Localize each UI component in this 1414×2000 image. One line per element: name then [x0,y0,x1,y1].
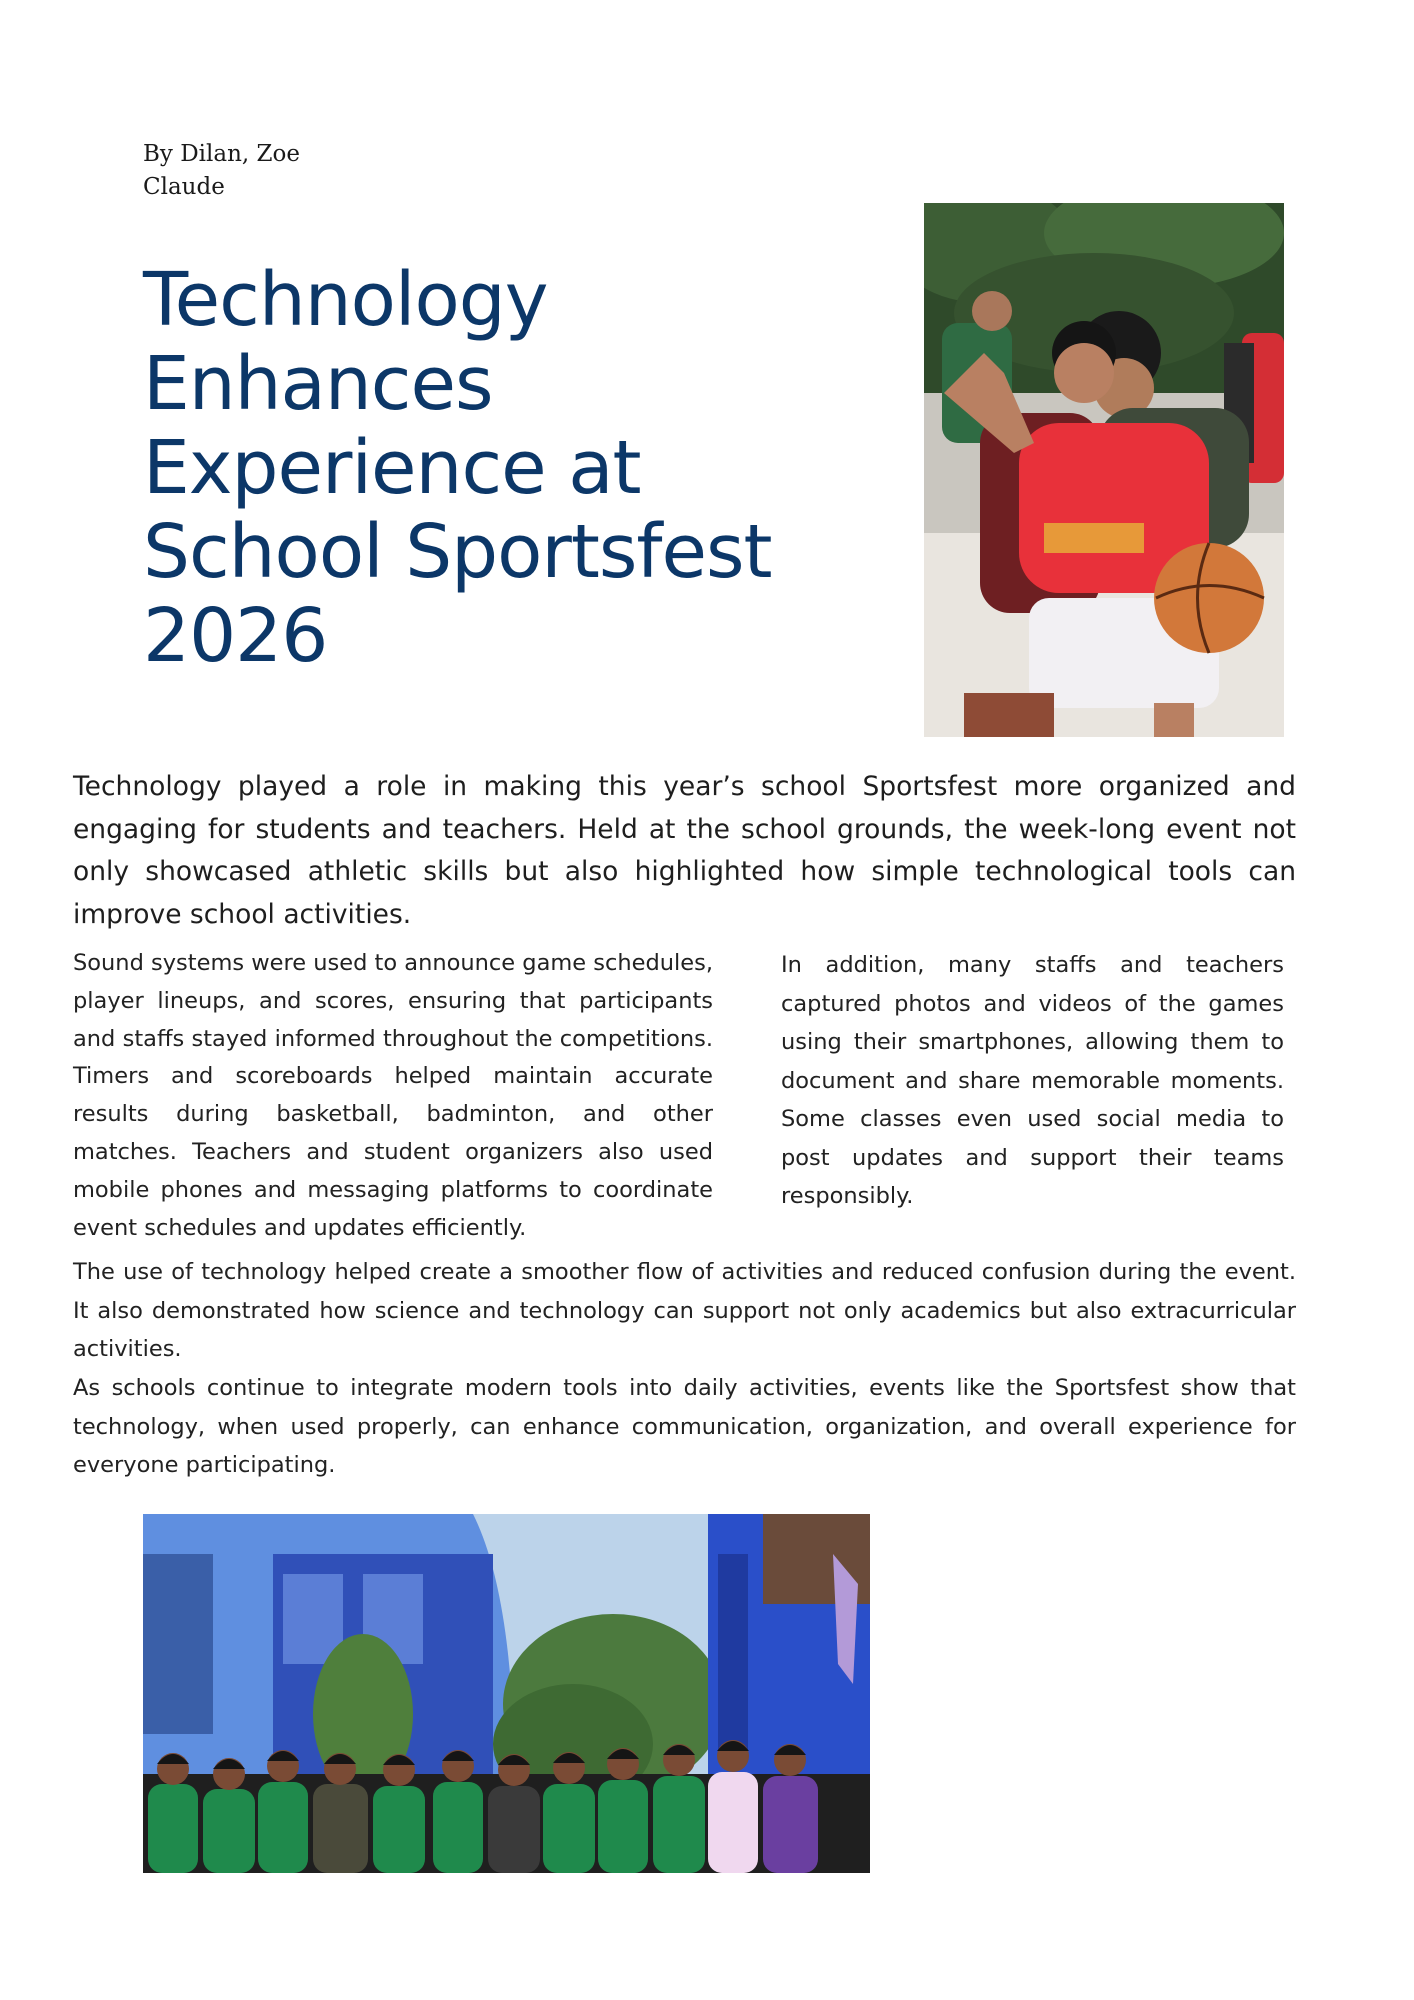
article-title: Technology Enhances Experience at School Sportsfest 2026 [143,257,772,679]
students-crowd-photo [143,1514,870,1873]
basketball-photo-graphic [924,203,1284,737]
left-column-paragraph: Sound systems were used to announce game schedules, player lineups, and scores, ensuring that participants and staffs stayed informed throughout the competitions. Timers and scoreboards helped maintain accurate results during basketball, badminton, and other matches. Teachers and student organizers also used mobile phones and messaging platforms to coordinate event schedules and updates efficiently. [73,950,713,1241]
body-paragraph-3: The use of technology helped create a smoother flow of activities and reduced confusion during the event. It also demonstrated how science and technology can support not only academics but also extracurricular activities. [73,1259,1296,1362]
lead-paragraph: Technology played a role in making this year’s school Sportsfest more organized and engaging for students and teachers. Held at the school grounds, the week-long event not only showcased athletic skills but also highlighted how simple technological tools can improve school activities. [73,771,1296,930]
right-column-paragraph: In addition, many staffs and teachers captured photos and videos of the games using their smartphones, allowing them to document and share memorable moments. Some classes even used social media to post updates and support their teams responsibly. [781,952,1284,1209]
basketball-players-photo [924,203,1284,737]
crowd-photo-graphic [143,1514,870,1873]
byline: By Dilan, Zoe Claude [143,141,300,200]
body-paragraph-4: As schools continue to integrate modern tools into daily activities, events like the Sportsfest show that technology, when used properly, can enhance communication, organization, and overall experience for everyone participating. [73,1375,1296,1478]
